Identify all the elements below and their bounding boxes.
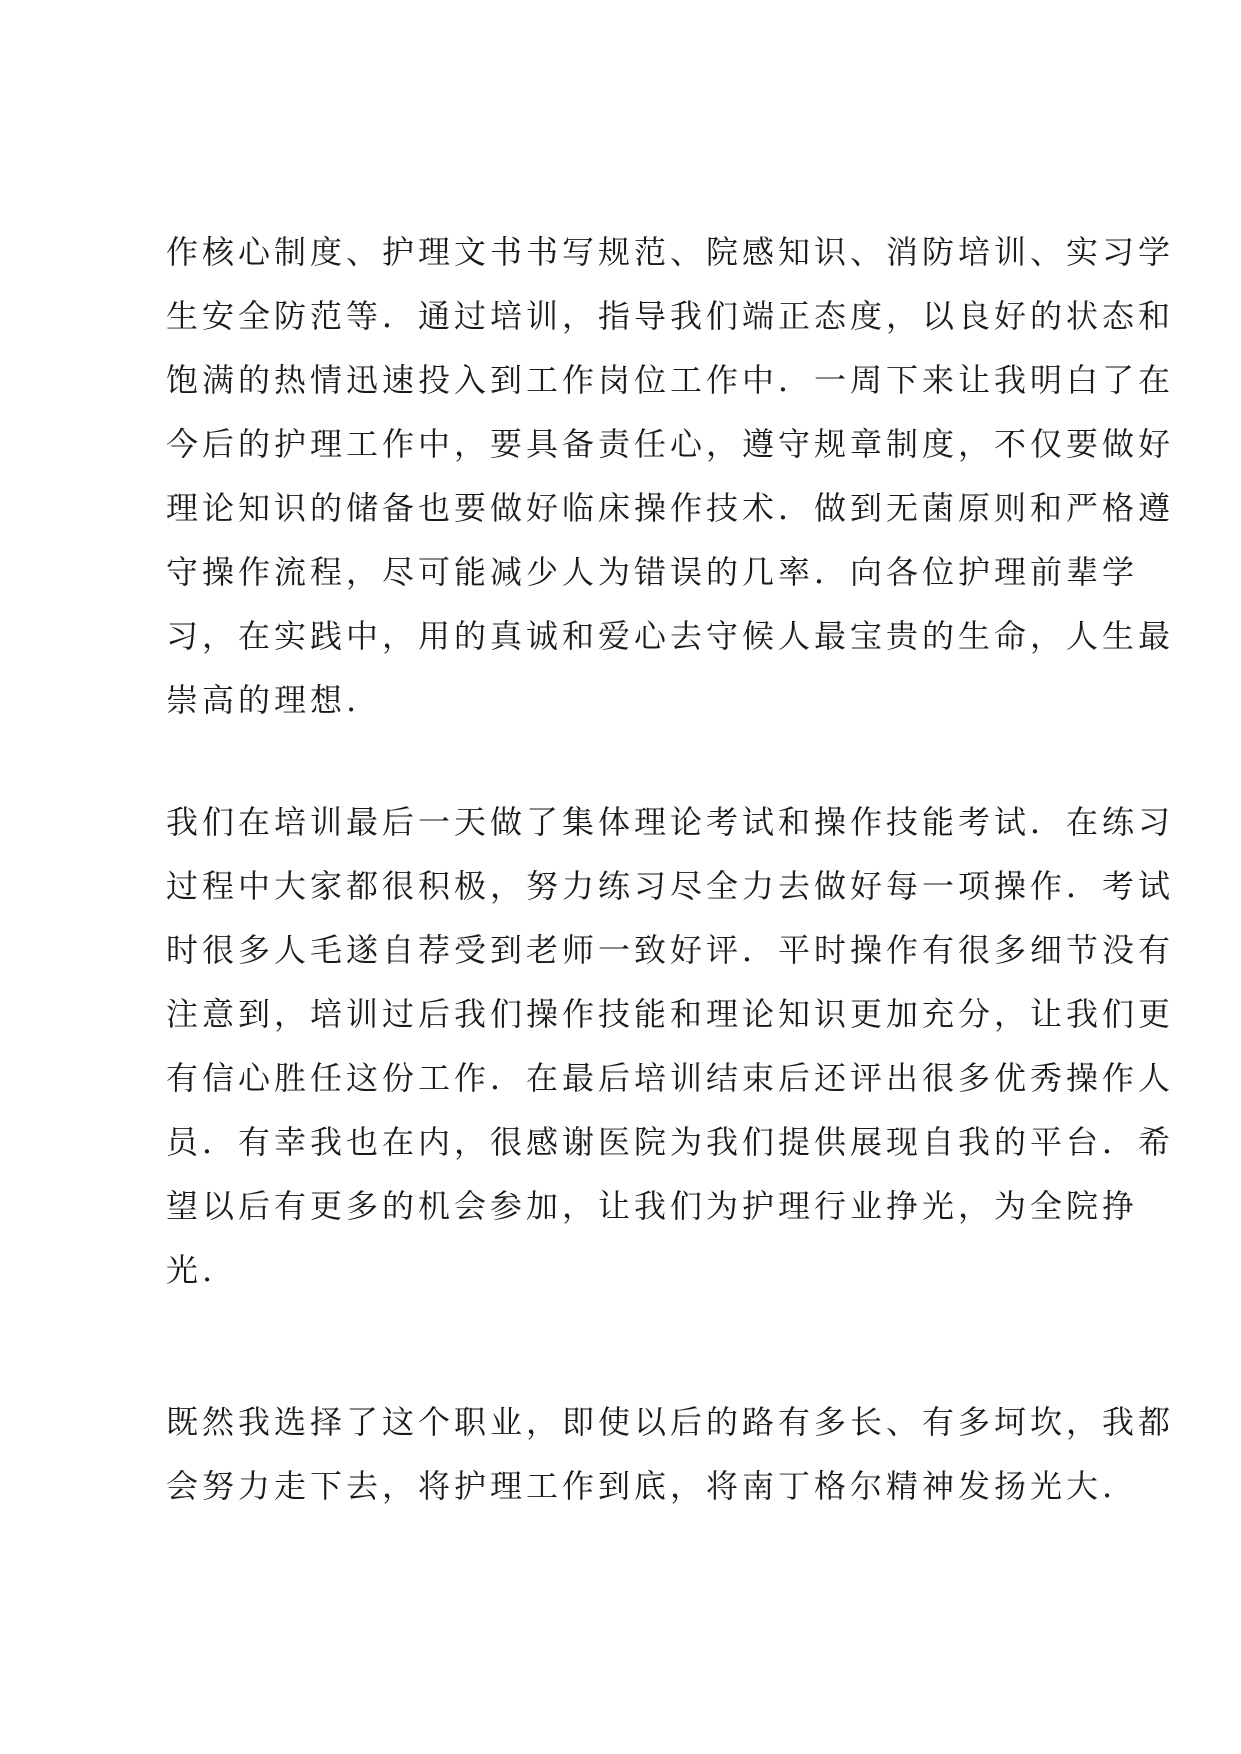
paragraph-2 [166,790,1175,1302]
paragraph-line: 生安全防范等．通过培训，指导我们端正态度，以良好的状态和 [166,297,1175,335]
paragraph-line: 习，在实践中，用的真诚和爱心去守候人最宝贵的生命，人生最 [166,617,1175,655]
paragraph-line: 作核心制度、护理文书书写规范、院感知识、消防培训、实习学 [166,233,1175,271]
paragraph-line: 光. [166,1251,217,1289]
paragraph-3 [166,1390,1175,1518]
paragraph-line: 过程中大家都很积极，努力练习尽全力去做好每一项操作．考试 [166,867,1175,905]
paragraph-line: 有信心胜任这份工作．在最后培训结束后还评出很多优秀操作人 [166,1059,1175,1097]
paragraph-line: 既然我选择了这个职业，即使以后的路有多长、有多坷坎，我都 [166,1403,1175,1441]
paragraph-line: 员．有幸我也在内，很感谢医院为我们提供展现自我的平台．希 [166,1123,1175,1161]
paragraph-line: 守操作流程，尽可能减少人为错误的几率．向各位护理前辈学 [166,553,1139,591]
paragraph-1 [166,220,1175,732]
paragraph-line: 望以后有更多的机会参加，让我们为护理行业挣光，为全院挣 [166,1187,1139,1225]
paragraph-line: 饱满的热情迅速投入到工作岗位工作中．一周下来让我明白了在 [166,361,1175,399]
paragraph-line: 今后的护理工作中，要具备责任心，遵守规章制度，不仅要做好 [166,425,1175,463]
paragraph-line: 会努力走下去，将护理工作到底，将南丁格尔精神发扬光大. [166,1467,1117,1505]
paragraph-line: 崇高的理想. [166,681,361,719]
paragraph-line: 注意到，培训过后我们操作技能和理论知识更加充分，让我们更 [166,995,1175,1033]
paragraph-line: 时很多人毛遂自荐受到老师一致好评．平时操作有很多细节没有 [166,931,1175,969]
paragraph-line: 理论知识的储备也要做好临床操作技术．做到无菌原则和严格遵 [166,489,1175,527]
paragraph-line: 我们在培训最后一天做了集体理论考试和操作技能考试．在练习 [166,803,1175,841]
